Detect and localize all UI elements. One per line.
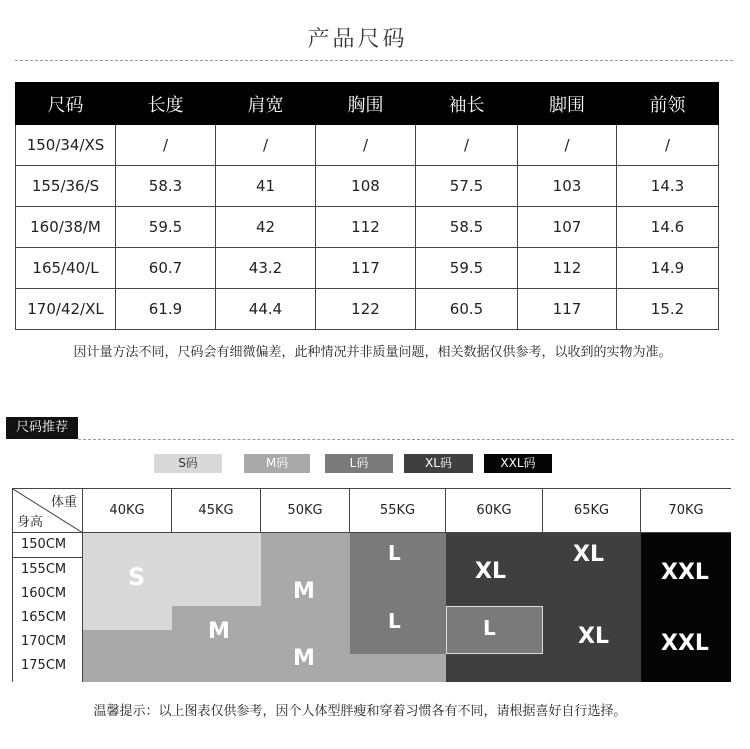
table-cell: 160/38/M	[16, 207, 116, 248]
weight-header: 65KG	[543, 489, 641, 533]
col-header: 胸围	[316, 83, 416, 125]
table-cell: /	[316, 125, 416, 166]
zone-label-m: M	[293, 646, 315, 671]
table-cell: 44.4	[216, 289, 316, 330]
col-header: 长度	[116, 83, 216, 125]
height-row-label: 155CM	[13, 558, 83, 583]
zone-label-m: M	[293, 579, 315, 604]
table-cell: 150/34/XS	[16, 125, 116, 166]
tip-note: 温馨提示：以上图表仅供参考，因个人体型胖瘦和穿着习惯各有不同，请根据喜好自行选择。	[93, 704, 627, 719]
zone-label-xl: XL	[475, 559, 506, 584]
weight-header: 60KG	[446, 489, 543, 533]
table-row	[16, 125, 719, 166]
corner-weight-label: 体重	[50, 495, 77, 510]
table-cell: 58.5	[416, 207, 518, 248]
legend-xl: XL码	[404, 454, 473, 473]
height-row-label: 170CM	[13, 630, 83, 655]
legend-xxl: XXL码	[484, 454, 552, 473]
size-table-header	[16, 83, 719, 125]
corner-header	[13, 489, 83, 533]
table-cell: 14.3	[617, 166, 719, 207]
corner-height-label: 身高	[17, 515, 44, 530]
zone-label-l: L	[388, 541, 401, 565]
table-cell: 14.6	[617, 207, 719, 248]
table-cell: 117	[316, 248, 416, 289]
table-cell: 41	[216, 166, 316, 207]
legend-l: L码	[325, 454, 393, 473]
weight-header: 50KG	[261, 489, 350, 533]
section-divider	[78, 439, 734, 440]
col-header: 脚围	[518, 83, 617, 125]
table-cell: /	[416, 125, 518, 166]
table-cell: 14.9	[617, 248, 719, 289]
zone-label-xxl: XXL	[661, 560, 709, 585]
legend-s: S码	[154, 454, 222, 473]
table-cell: 60.5	[416, 289, 518, 330]
table-cell: 15.2	[617, 289, 719, 330]
weight-header: 55KG	[350, 489, 446, 533]
table-cell: 103	[518, 166, 617, 207]
table-cell: 117	[518, 289, 617, 330]
table-cell: 107	[518, 207, 617, 248]
table-cell: 170/42/XL	[16, 289, 116, 330]
table-row	[16, 289, 719, 330]
table-cell: /	[617, 125, 719, 166]
size-table	[15, 82, 719, 330]
table-row	[16, 248, 719, 289]
col-header: 肩宽	[216, 83, 316, 125]
table-cell: 59.5	[416, 248, 518, 289]
table-cell: 155/36/S	[16, 166, 116, 207]
zone-label-s: S	[128, 563, 146, 591]
height-row-label: 160CM	[13, 582, 83, 607]
table-cell: 61.9	[116, 289, 216, 330]
table-cell: 122	[316, 289, 416, 330]
height-row-label: 175CM	[13, 654, 83, 682]
weight-header: 45KG	[172, 489, 261, 533]
table-cell: 57.5	[416, 166, 518, 207]
height-row-label: 150CM	[13, 533, 83, 558]
table-row	[16, 166, 719, 207]
weight-header: 70KG	[641, 489, 731, 533]
size-recommend-grid	[12, 488, 731, 682]
col-header: 袖长	[416, 83, 518, 125]
zone-label-l: L	[483, 616, 496, 640]
zone-label-xxl: XXL	[661, 631, 709, 656]
col-header: 尺码	[16, 83, 116, 125]
col-header: 前领	[617, 83, 719, 125]
table-cell: 112	[518, 248, 617, 289]
page-title: 产品尺码	[307, 27, 408, 52]
zone-label-l: L	[388, 609, 401, 633]
table-cell: 165/40/L	[16, 248, 116, 289]
zone-label-xl: XL	[578, 624, 609, 649]
table-cell: 112	[316, 207, 416, 248]
zone-label-xl: XL	[573, 542, 604, 567]
section-label: 尺码推荐	[6, 417, 78, 439]
table-cell: 43.2	[216, 248, 316, 289]
zone-m-d	[350, 654, 446, 682]
height-row-label: 165CM	[13, 606, 83, 631]
table-cell: 60.7	[116, 248, 216, 289]
table-cell: 108	[316, 166, 416, 207]
table-cell: /	[216, 125, 316, 166]
weight-header: 40KG	[83, 489, 172, 533]
table-cell: 42	[216, 207, 316, 248]
table-row	[16, 207, 719, 248]
zone-xxl	[641, 533, 731, 682]
zone-xl-c	[446, 654, 543, 682]
table-cell: 58.3	[116, 166, 216, 207]
table-cell: /	[116, 125, 216, 166]
table-cell: 59.5	[116, 207, 216, 248]
zone-label-m: M	[208, 619, 230, 644]
title-divider	[15, 60, 733, 61]
measurement-note: 因计量方法不同，尺码会有细微偏差，此种情况并非质量问题，相关数据仅供参考，以收到的实物为准。	[73, 345, 672, 360]
legend-m: M码	[244, 454, 310, 473]
table-cell: /	[518, 125, 617, 166]
